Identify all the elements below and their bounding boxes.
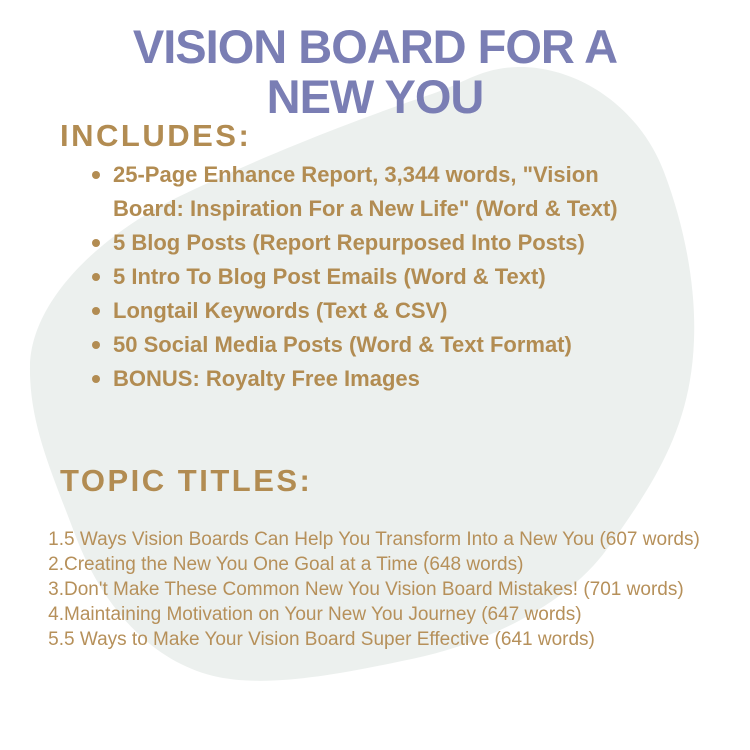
list-item: [47, 552, 727, 577]
topic-number: 1.: [48, 529, 64, 550]
topic-titles-heading: TOPIC TITLES:: [60, 463, 313, 498]
list-item: [47, 527, 727, 552]
include-item-text: 50 Social Media Posts (Word & Text Format): [113, 332, 572, 357]
list-item: [92, 226, 667, 260]
include-item-text: BONUS: Royalty Free Images: [113, 366, 420, 391]
topic-number: 4.: [48, 604, 64, 625]
topic-text: 5 Ways to Make Your Vision Board Super Effective (641 words): [64, 629, 595, 650]
include-item-text: 5 Intro To Blog Post Emails (Word & Text): [113, 264, 546, 289]
includes-heading: INCLUDES:: [60, 118, 252, 153]
topic-titles-list: [47, 527, 727, 652]
list-item: [92, 328, 667, 362]
include-item-text: 25-Page Enhance Report, 3,344 words, "Vision Board: Inspiration For a New Life" (Word & Text): [113, 162, 618, 221]
include-item-text: 5 Blog Posts (Report Repurposed Into Posts): [113, 230, 585, 255]
list-item: [92, 260, 667, 294]
bullet-icon: [92, 375, 100, 383]
includes-list: [92, 158, 667, 396]
bullet-icon: [92, 307, 100, 315]
include-item-text: Longtail Keywords (Text & CSV): [113, 298, 448, 323]
page-title: [0, 22, 750, 122]
topic-text: Maintaining Motivation on Your New You Journey (647 words): [64, 604, 582, 625]
title-line-2: NEW YOU: [266, 70, 484, 123]
bullet-icon: [92, 341, 100, 349]
title-line-1: VISION BOARD FOR A: [132, 20, 618, 73]
list-item: [92, 362, 667, 396]
bullet-icon: [92, 273, 100, 281]
topic-number: 2.: [48, 554, 64, 575]
topic-number: 3.: [48, 579, 64, 600]
bullet-icon: [92, 239, 100, 247]
topic-text: Don't Make These Common New You Vision Board Mistakes! (701 words): [64, 579, 684, 600]
topic-number: 5.: [48, 629, 64, 650]
topic-text: Creating the New You One Goal at a Time (648 words): [64, 554, 524, 575]
list-item: [47, 577, 727, 602]
list-item: [47, 627, 727, 652]
bullet-icon: [92, 171, 100, 179]
list-item: [92, 294, 667, 328]
list-item: [92, 158, 667, 226]
list-item: [47, 602, 727, 627]
topic-text: 5 Ways Vision Boards Can Help You Transform Into a New You (607 words): [64, 529, 700, 550]
